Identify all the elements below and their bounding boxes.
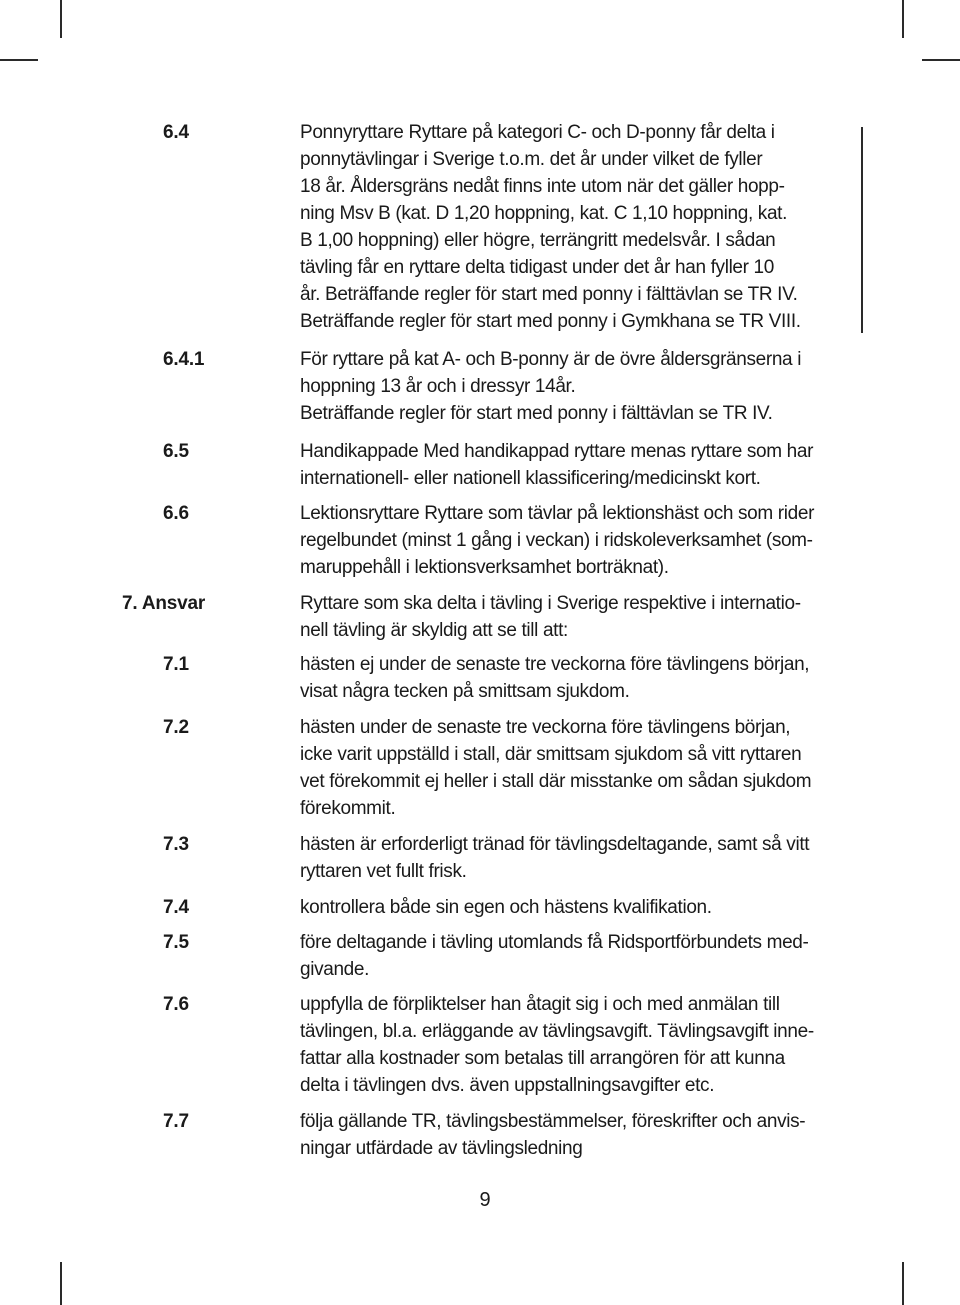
page-number: 9 xyxy=(479,1189,491,1211)
text-line: hästen under de senaste tre veckorna före tävlingens början, xyxy=(300,717,791,738)
text-line: Lektionsryttare Ryttare som tävlar på lektionshäst och som rider xyxy=(300,503,815,524)
section-text xyxy=(300,929,845,983)
section-text xyxy=(300,831,845,885)
section-text xyxy=(300,651,845,705)
text-line: Handikappade Med handikappad ryttare menas ryttare som har xyxy=(300,441,814,462)
text-line: visat några tecken på smittsam sjukdom. xyxy=(300,681,630,702)
text-line: hästen är erforderligt tränad för tävlingsdeltagande, samt så vitt xyxy=(300,834,810,855)
section-text xyxy=(300,714,845,822)
section-number: 6.4 xyxy=(163,122,189,143)
section-number: 7.3 xyxy=(163,834,189,855)
section-number: 6.6 xyxy=(163,503,189,524)
section-heading: 7. Ansvar xyxy=(122,593,206,614)
text-line: kontrollera både sin egen och hästens kvalifikation. xyxy=(300,897,712,918)
text-line: ponnytävlingar i Sverige t.o.m. det år under vilket de fyller xyxy=(300,149,763,170)
text-line: 18 år. Åldersgräns nedåt finns inte utom när det gäller hopp- xyxy=(300,176,785,197)
section-text xyxy=(300,894,845,921)
text-line: Ponnyryttare Ryttare på kategori C- och D-ponny får delta i xyxy=(300,122,775,143)
text-line: följa gällande TR, tävlingsbestämmelser, föreskrifter och anvis- xyxy=(300,1111,806,1132)
section-number: 7.5 xyxy=(163,932,189,953)
text-line: år. Beträffande regler för start med ponny i fälttävlan se TR IV. xyxy=(300,284,798,305)
text-line: Beträffande regler för start med ponny i fälttävlan se TR IV. xyxy=(300,403,773,424)
crop-mark xyxy=(60,0,62,38)
section-text xyxy=(300,119,845,335)
text-line: Beträffande regler för start med ponny i Gymkhana se TR VIII. xyxy=(300,311,801,332)
crop-mark xyxy=(0,59,38,61)
text-line: tävlingen, bl.a. erläggande av tävlingsavgift. Tävlingsavgift inne- xyxy=(300,1021,814,1042)
section-text xyxy=(300,346,845,427)
text-line: Ryttare som ska delta i tävling i Sverige respektive i internatio- xyxy=(300,593,801,614)
section-text xyxy=(300,438,845,492)
text-line: ryttaren vet fullt frisk. xyxy=(300,861,467,882)
text-line: regelbundet (minst 1 gång i veckan) i ridskoleverksamhet (som- xyxy=(300,530,813,551)
section-number: 6.5 xyxy=(163,441,189,462)
text-line: hästen ej under de senaste tre veckorna före tävlingens början, xyxy=(300,654,810,675)
text-line: uppfylla de förpliktelser han åtagit sig i och med anmälan till xyxy=(300,994,780,1015)
text-line: För ryttare på kat A- och B-ponny är de övre åldersgränserna i xyxy=(300,349,802,370)
text-line: före deltagande i tävling utomlands få Ridsportförbundets med- xyxy=(300,932,809,953)
section-text xyxy=(300,590,845,644)
crop-mark xyxy=(60,1262,62,1305)
text-line: internationell- eller nationell klassificering/medicinskt kort. xyxy=(300,468,761,489)
section-text xyxy=(300,500,845,581)
text-line: fattar alla kostnader som betalas till arrangören för att kunna xyxy=(300,1048,785,1069)
section-number: 7.6 xyxy=(163,994,189,1015)
crop-mark xyxy=(902,1262,904,1305)
crop-mark xyxy=(922,59,960,61)
section-text xyxy=(300,1108,845,1162)
text-line: hoppning 13 år och i dressyr 14år. xyxy=(300,376,576,397)
section-number: 7.4 xyxy=(163,897,189,918)
section-text xyxy=(300,991,845,1099)
text-line: nell tävling är skyldig att se till att: xyxy=(300,620,568,641)
section-number: 7.1 xyxy=(163,654,189,675)
section-number: 6.4.1 xyxy=(163,349,205,370)
text-line: ningar utfärdade av tävlingsledning xyxy=(300,1138,583,1159)
change-bar xyxy=(861,127,863,333)
text-line: icke varit uppställd i stall, där smittsam sjukdom så vitt ryttaren xyxy=(300,744,802,765)
section-number: 7.2 xyxy=(163,717,189,738)
text-line: tävling får en ryttare delta tidigast under det år han fyller 10 xyxy=(300,257,774,278)
text-line: vet förekommit ej heller i stall där misstanke om sådan sjukdom xyxy=(300,771,812,792)
section-number: 7.7 xyxy=(163,1111,189,1132)
text-line: ning Msv B (kat. D 1,20 hoppning, kat. C 1,10 hoppning, kat. xyxy=(300,203,788,224)
text-line: B 1,00 hoppning) eller högre, terrängritt medelsvår. I sådan xyxy=(300,230,776,251)
crop-mark xyxy=(902,0,904,38)
text-line: givande. xyxy=(300,959,370,980)
text-line: delta i tävlingen dvs. även uppstallningsavgifter etc. xyxy=(300,1075,715,1096)
text-line: maruppehåll i lektionsverksamhet borträknat). xyxy=(300,557,669,578)
text-line: förekommit. xyxy=(300,798,396,819)
